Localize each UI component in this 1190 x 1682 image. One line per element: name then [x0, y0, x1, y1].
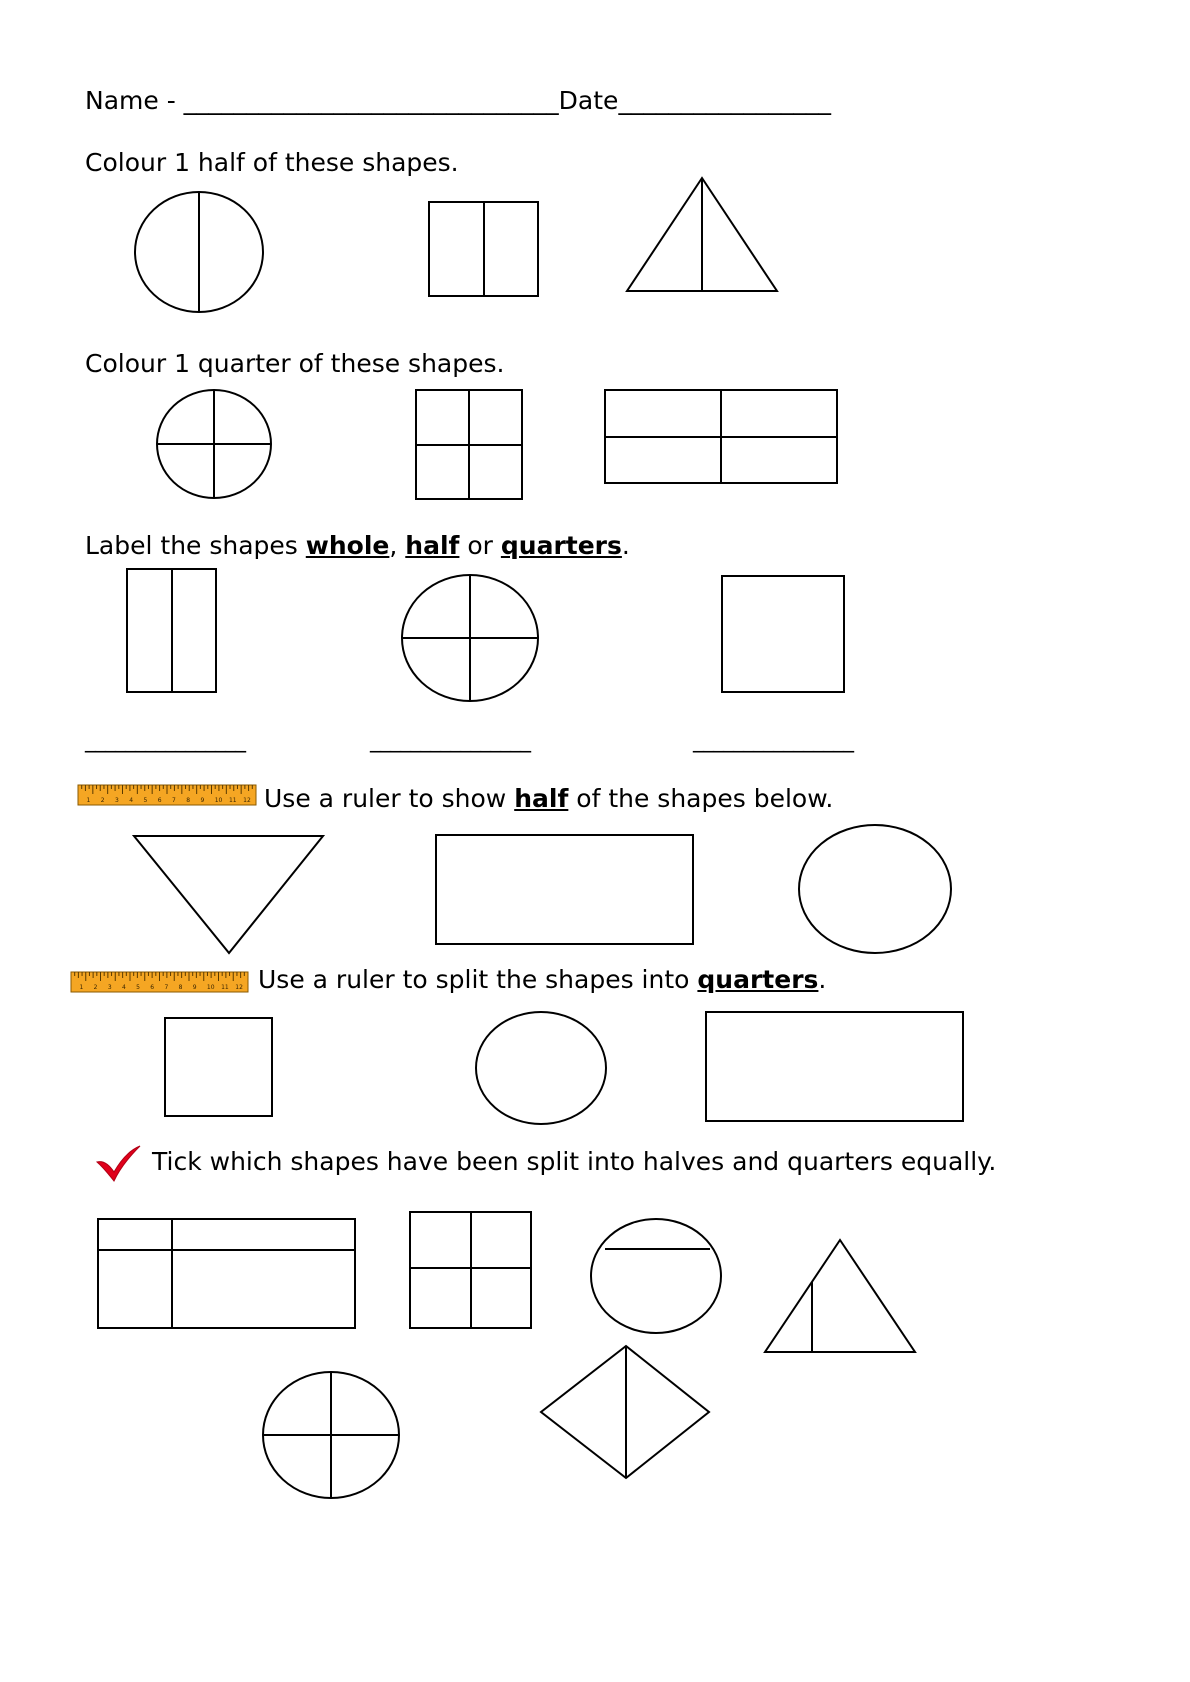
ruler-number: 2	[93, 984, 98, 991]
quarter-square-shape[interactable]	[416, 390, 522, 499]
ruler-number: 4	[121, 984, 126, 991]
ruler-number: 1	[86, 797, 91, 804]
ruler-number: 11	[221, 984, 229, 991]
label-rectangle-halves	[127, 569, 216, 692]
ruler-number: 8	[186, 797, 191, 804]
half-rectangle-shape[interactable]	[429, 202, 538, 296]
answer-blank-3[interactable]: ________________	[693, 728, 853, 753]
ruler-number: 3	[115, 797, 119, 804]
ruler-number: 3	[107, 984, 112, 991]
draw-half-triangle[interactable]	[134, 836, 323, 953]
date-label: Date	[558, 86, 619, 115]
label-sep2: or	[459, 531, 501, 560]
ruler-number: 2	[100, 797, 105, 804]
tick-rectangle-unequal[interactable]	[98, 1219, 355, 1328]
label-suffix: .	[621, 531, 630, 560]
label-square-whole	[722, 576, 844, 692]
ruler-quarters-prefix: Use a ruler to split the shapes into	[258, 965, 698, 994]
ruler-number: 5	[136, 984, 140, 991]
ruler-number: 6	[150, 984, 155, 991]
draw-quarters-square[interactable]	[165, 1018, 272, 1116]
tick-circle-quarters[interactable]	[263, 1372, 399, 1498]
tick-triangle-unequal[interactable]	[765, 1240, 915, 1352]
ruler-number: 12	[243, 797, 251, 804]
draw-quarters-circle[interactable]	[476, 1012, 606, 1124]
tick-square-quarters[interactable]	[410, 1212, 531, 1328]
ruler-number: 11	[228, 797, 237, 804]
word-quarters-2: quarters	[697, 965, 819, 994]
ruler-number: 5	[143, 797, 148, 804]
word-quarters: quarters	[500, 531, 622, 560]
answer-blank-2[interactable]: ________________	[370, 728, 530, 753]
ruler-number: 10	[214, 797, 223, 804]
ruler-number: 12	[235, 984, 243, 991]
ruler-quarters-suffix: .	[818, 965, 827, 994]
label-prefix: Label the shapes	[85, 531, 306, 560]
name-label-text: Name -	[85, 86, 184, 115]
half-triangle-shape[interactable]	[627, 178, 777, 291]
ruler-number: 9	[192, 984, 197, 991]
instruction-half: Colour 1 half of these shapes.	[85, 148, 459, 177]
ruler-icon	[78, 785, 256, 805]
word-half-2: half	[514, 784, 569, 813]
label-sep1: ,	[389, 531, 406, 560]
instruction-quarter: Colour 1 quarter of these shapes.	[85, 349, 505, 378]
quarter-rectangle-shape[interactable]	[605, 390, 837, 483]
tick-circle-unequal[interactable]	[591, 1219, 721, 1333]
quarter-circle-shape[interactable]	[157, 390, 271, 498]
ruler-number: 4	[129, 797, 134, 804]
draw-quarters-rectangle[interactable]	[706, 1012, 963, 1121]
ruler-number: 6	[157, 797, 162, 804]
ruler-number: 7	[171, 797, 176, 804]
word-half: half	[405, 531, 460, 560]
ruler-half-prefix: Use a ruler to show	[264, 784, 515, 813]
draw-half-circle[interactable]	[799, 825, 951, 953]
half-circle-shape[interactable]	[135, 192, 263, 312]
ruler-number: 1	[79, 984, 84, 991]
tick-check-icon	[97, 1146, 140, 1181]
date-blank[interactable]: _________________	[618, 86, 831, 115]
ruler-number: 9	[200, 797, 205, 804]
ruler-number: 7	[164, 984, 169, 991]
ruler-half-suffix: of the shapes below.	[568, 784, 834, 813]
draw-half-rectangle[interactable]	[436, 835, 693, 944]
word-whole: whole	[305, 531, 390, 560]
answer-blank-1[interactable]: ________________	[85, 728, 245, 753]
name-blank[interactable]: ______________________________	[183, 86, 559, 115]
instruction-tick: Tick which shapes have been split into halves and quarters equally.	[152, 1147, 997, 1176]
ruler-number: 10	[206, 984, 215, 991]
ruler-icon	[71, 972, 248, 992]
tick-diamond-halves[interactable]	[541, 1346, 709, 1478]
ruler-number: 8	[178, 984, 183, 991]
label-circle-quarters	[402, 575, 538, 701]
